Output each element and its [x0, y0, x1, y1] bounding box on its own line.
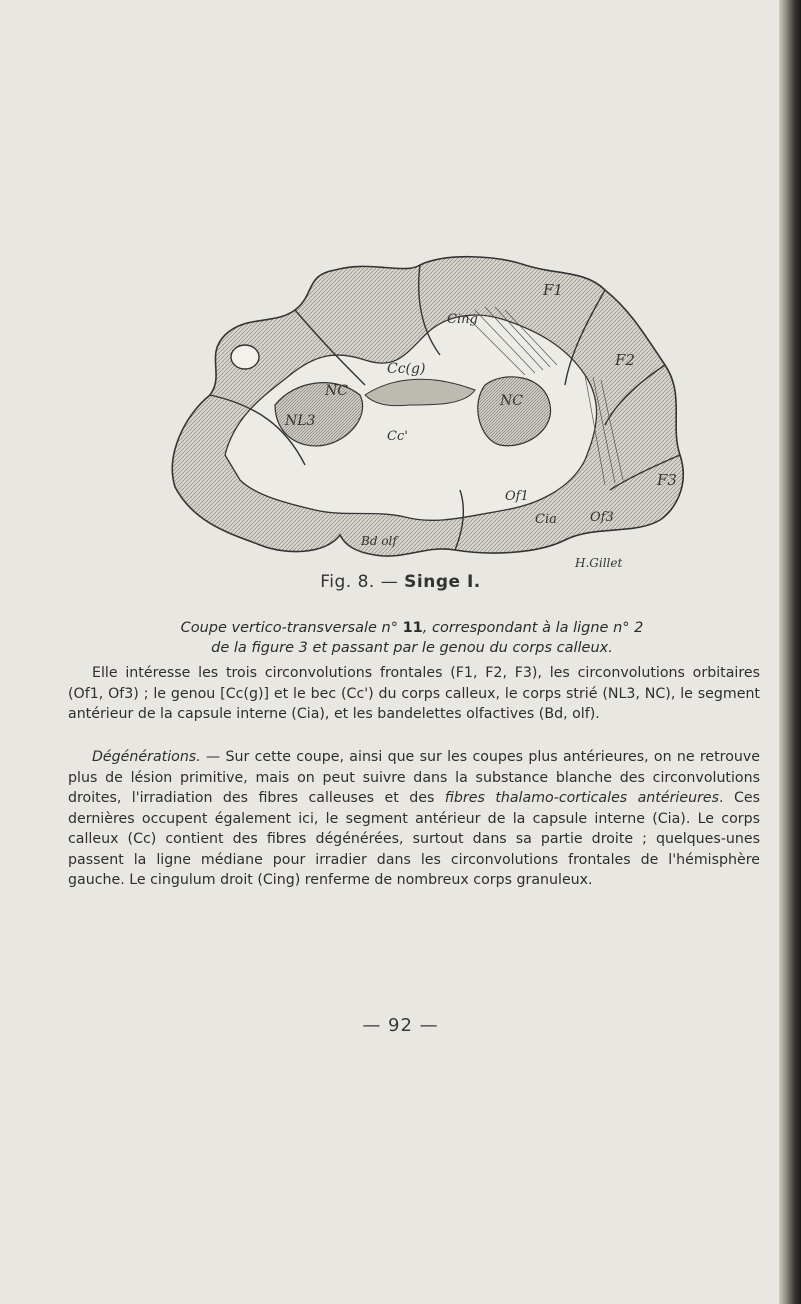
caption-title: Singe I.	[404, 572, 481, 592]
label-cia: Cia	[535, 512, 557, 527]
degenerations-text-2: . Ces dernières occupent également ici, le segment antérieur de la capsule interne (Cia). Le corps calleux (Cc) contient des fibres dégénérées, surtout dans sa partie droite ; quelques-unes passent la ligne médiane pour irradier dans les circonvolutions frontales de l'hémisphère gauche. Le cingulum droit (Cing) renferme de nombreux corps granuleux.	[68, 790, 761, 888]
degenerations-emphasis: fibres thalamo-corticales antérieures	[444, 790, 720, 806]
label-f1: F1	[543, 281, 563, 299]
brain-section-figure	[165, 255, 690, 573]
figure-subtitle	[72, 618, 752, 658]
label-nl3: NL3	[285, 413, 316, 429]
label-cing: Cing	[447, 312, 478, 327]
label-f2: F2	[615, 351, 635, 369]
subtitle-part2: , correspondant à la ligne n° 2	[422, 620, 644, 636]
ventricle	[231, 345, 259, 369]
label-bd-olf: Bd olf	[361, 534, 397, 548]
page-edge	[779, 0, 801, 1304]
label-of1: Of1	[505, 489, 529, 504]
label-cc-prime: Cc'	[387, 429, 408, 444]
degenerations-text-1: — Sur cette coupe, ainsi que sur les coupes plus antérieures, on ne retrouve plus de lésion primitive, mais on peut suivre dans la substance blanche des circonvolutions droites, l'irradiation des fibres calleuses et des	[68, 749, 760, 806]
label-f3: F3	[657, 471, 677, 489]
paragraph-description: Elle intéresse les trois circonvolutions frontales (F1, F2, F3), les circonvolutions orbitaires (Of1, Of3) ; le genou [Cc(g)] et le bec (Cc') du corps calleux, le corps strié (NL3, NC), le segment antérieur de la capsule interne (Cia), et les bandelettes olfactives (Bd, olf).	[68, 665, 760, 722]
label-ccg: Cc(g)	[387, 361, 426, 377]
page-number: — 92 —	[362, 1015, 439, 1036]
paragraph-degenerations	[68, 747, 760, 891]
label-nc-left: NC	[325, 383, 348, 399]
label-signature: H.Gillet	[575, 556, 623, 570]
subtitle-number: 11	[402, 620, 423, 636]
label-nc-right: NC	[500, 393, 523, 409]
degenerations-heading: Dégénérations.	[92, 749, 201, 765]
subtitle-part1: Coupe vertico-transversale n°	[180, 620, 398, 636]
subtitle-line2: de la figure 3 et passant par le genou du corps calleux.	[211, 640, 613, 656]
figure-caption	[0, 572, 801, 592]
label-of3: Of3	[590, 510, 614, 525]
caption-prefix: Fig. 8. —	[320, 572, 399, 592]
